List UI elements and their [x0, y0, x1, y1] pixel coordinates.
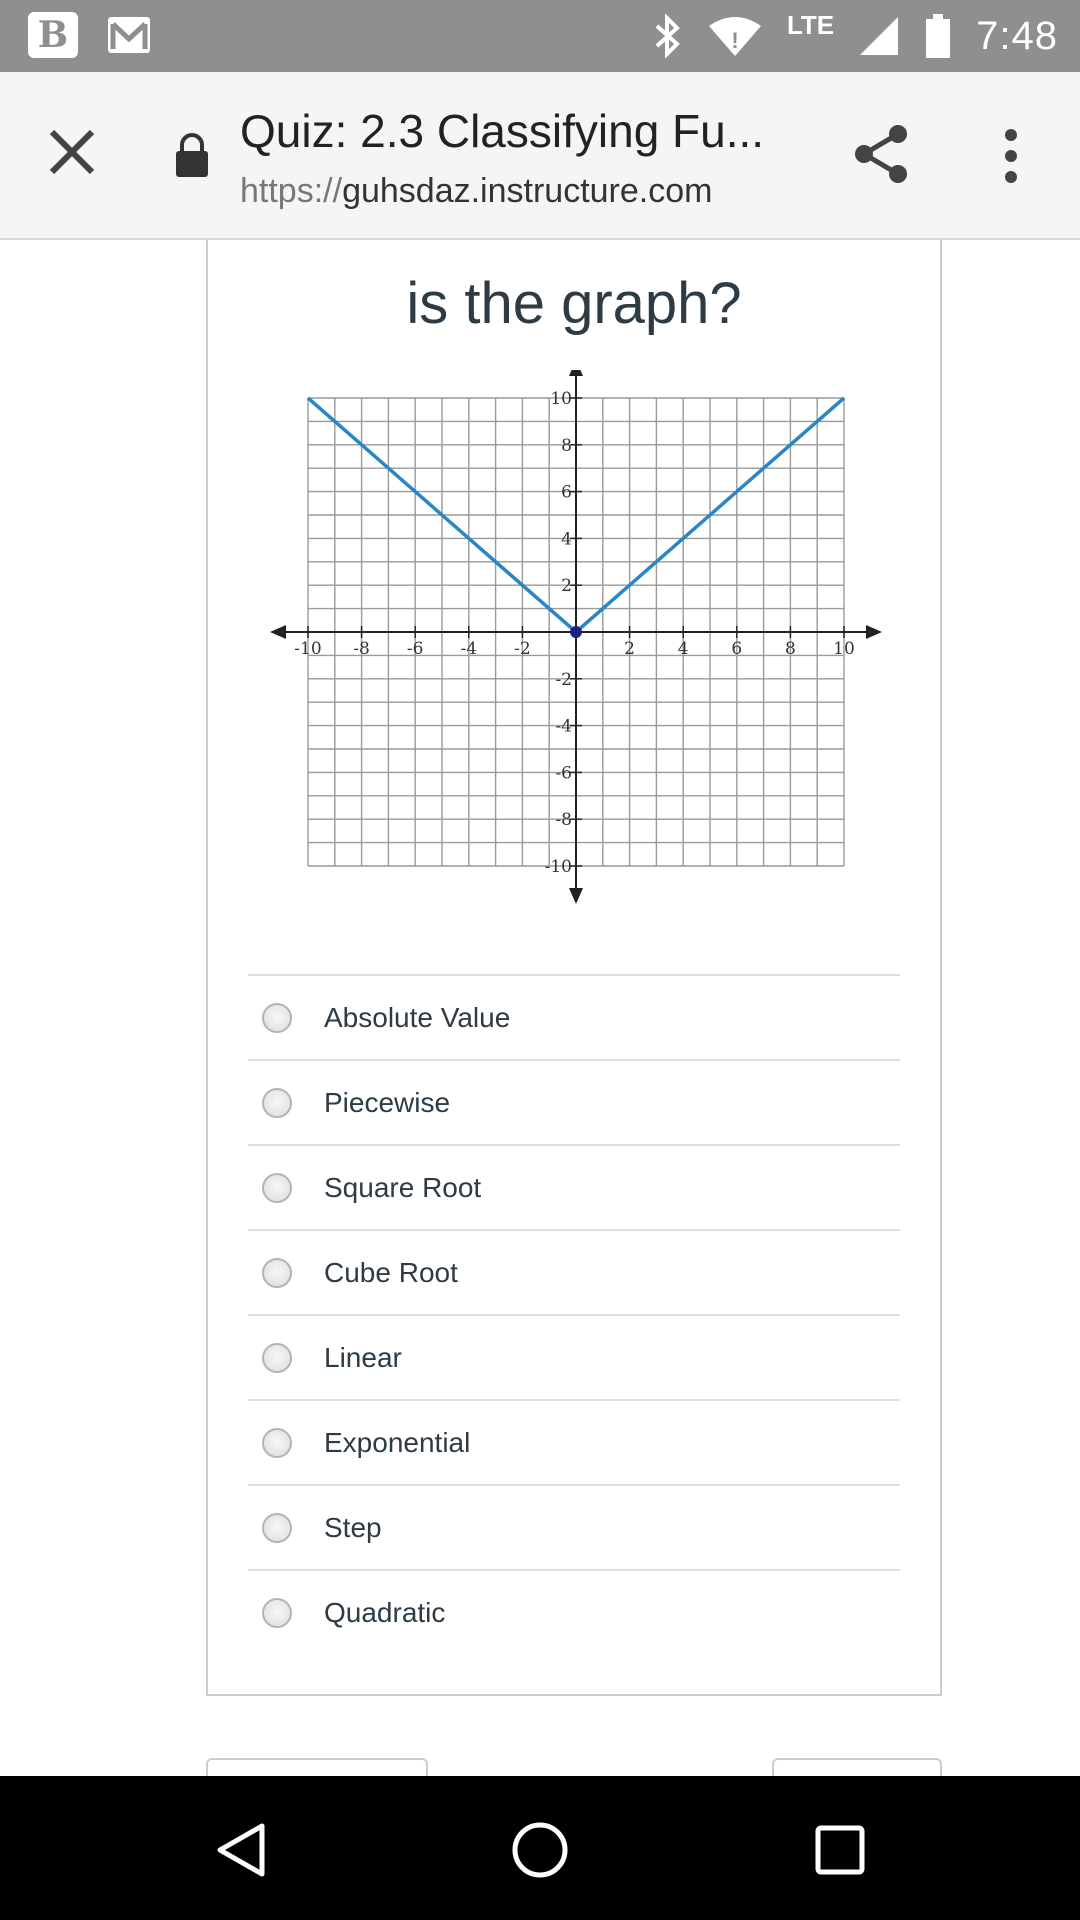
radio-button[interactable] — [262, 1598, 292, 1628]
x-axis-arrow-right — [866, 625, 882, 639]
answer-label: Exponential — [324, 1426, 471, 1458]
page-title: Quiz: 2.3 Classifying Fu... — [240, 105, 765, 157]
close-icon[interactable] — [42, 122, 102, 182]
wifi-icon — [707, 14, 763, 58]
x-tick-label: 10 — [833, 639, 855, 659]
y-axis-arrow-up — [569, 370, 583, 376]
y-tick-label: 8 — [561, 435, 572, 456]
next-button[interactable] — [772, 1758, 942, 1776]
url-scheme: https:// — [240, 172, 343, 210]
x-tick-label: -8 — [353, 639, 370, 659]
answer-option[interactable] — [248, 1484, 900, 1569]
browser-toolbar — [0, 72, 1080, 240]
radio-button[interactable] — [262, 1003, 292, 1033]
x-tick-label: 8 — [784, 639, 796, 659]
home-icon[interactable] — [510, 1820, 570, 1880]
radio-button[interactable] — [262, 1513, 292, 1543]
answer-label: Cube Root — [324, 1256, 458, 1288]
x-tick-label: 6 — [731, 639, 743, 659]
answer-option[interactable] — [248, 974, 900, 1059]
radio-button[interactable] — [262, 1428, 292, 1458]
y-tick-label: -2 — [555, 669, 572, 690]
radio-button[interactable] — [262, 1088, 292, 1118]
recents-icon[interactable] — [810, 1820, 870, 1880]
answer-label: Piecewise — [324, 1086, 451, 1118]
quiz-question-card — [206, 240, 942, 1696]
previous-button[interactable] — [206, 1758, 428, 1776]
answer-label: Step — [324, 1511, 382, 1543]
y-tick-label: -8 — [555, 810, 572, 831]
x-tick-label: 2 — [624, 639, 636, 659]
page-url — [240, 172, 712, 211]
x-tick-label: -6 — [406, 639, 424, 659]
x-axis-arrow-left — [270, 625, 286, 639]
x-tick-label: 4 — [677, 639, 689, 659]
y-tick-label: 4 — [561, 529, 572, 550]
x-tick-label: -4 — [460, 639, 478, 659]
x-tick-label: -10 — [294, 639, 322, 659]
answer-option[interactable] — [248, 1229, 900, 1314]
radio-button[interactable] — [262, 1173, 292, 1203]
x-tick-label: -2 — [514, 639, 531, 659]
vertex-point — [570, 626, 582, 638]
y-tick-label: 10 — [550, 389, 572, 409]
answer-option[interactable] — [248, 1059, 900, 1144]
y-tick-label: -10 — [544, 857, 572, 877]
answer-option[interactable] — [248, 1144, 900, 1229]
question-text: is the graph? — [406, 271, 742, 336]
y-tick-label: 6 — [561, 482, 572, 503]
bluetooth-icon — [653, 14, 683, 58]
y-tick-label: 2 — [561, 576, 572, 597]
answer-list — [248, 974, 900, 1654]
function-graph — [268, 370, 888, 930]
y-tick-label: -4 — [555, 716, 572, 737]
svg-text:!: ! — [731, 28, 739, 53]
navigation-bar — [0, 1776, 1080, 1920]
answer-label: Quadratic — [324, 1596, 446, 1628]
answer-option[interactable] — [248, 1314, 900, 1399]
back-icon[interactable] — [212, 1820, 272, 1880]
y-tick-label: -6 — [555, 763, 572, 784]
radio-button[interactable] — [262, 1258, 292, 1288]
gmail-icon — [106, 15, 152, 55]
battery-icon — [924, 12, 952, 60]
b-app-icon: B — [28, 12, 78, 58]
overflow-menu-icon[interactable] — [996, 128, 1026, 184]
answer-label: Square Root — [324, 1171, 482, 1203]
answer-option[interactable] — [248, 1399, 900, 1484]
answer-label: Linear — [324, 1341, 402, 1373]
answer-label: Absolute Value — [324, 1001, 511, 1033]
clock: 7:48 — [976, 13, 1058, 58]
radio-button[interactable] — [262, 1343, 292, 1373]
network-type: LTE — [786, 9, 835, 40]
lock-icon — [174, 132, 210, 178]
status-bar — [0, 0, 1080, 72]
signal-icon — [858, 15, 900, 57]
answer-option[interactable] — [248, 1569, 900, 1654]
url-host: guhsdaz.instructure.com — [342, 172, 713, 210]
y-axis-arrow-down — [569, 888, 583, 904]
share-icon[interactable] — [850, 122, 914, 186]
